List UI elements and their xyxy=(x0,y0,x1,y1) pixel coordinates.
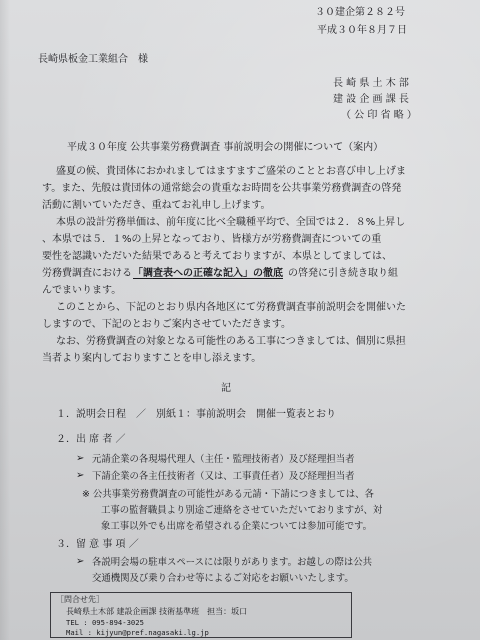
arrow-bullet: ➢ xyxy=(76,556,85,567)
body-line: 盛夏の候、貴団体におかれましてはますますご盛栄のこととお喜び申し上げま xyxy=(56,166,406,177)
document-title: 平成３０年度 公共事業労務費調査 事前説明会の開催について（案内） xyxy=(67,142,384,153)
seal-note: （ 公 印 省 略 ） xyxy=(341,110,417,121)
contact-organization: 長崎県土木部 建設企画課 技術基準班 担当：坂口 xyxy=(66,607,248,616)
body-line: なお、労務費調査の対象となる可能性のある工事につきましては、個別に県担 xyxy=(56,336,406,347)
body-line: 当者より案内しておりますことを申し添えます。 xyxy=(42,353,262,364)
attendee-prime: 元請企業の各現場代理人（主任・監理技術者）及び経理担当者 xyxy=(92,454,355,465)
sender-department: 長 崎 県 土 木 部 xyxy=(333,78,409,89)
parking-note: 交通機関及び乗り合わせ等によるご対応をお願いいたします。 xyxy=(92,573,354,584)
item-schedule: １．説明会日程 ／ 別紙１：事前説明会 開催一覧表とおり xyxy=(56,409,336,420)
sender-section: 建 設 企 画 課 長 xyxy=(333,94,409,105)
item-attendees-heading: ２．出 席 者 ／ xyxy=(56,434,126,445)
body-line: 活動に割いていただき、重ねてお礼申し上げます。 xyxy=(42,200,271,211)
attendee-sub: 下請企業の各主任技術者（又は、工事責任者）及び経理担当者 xyxy=(92,471,355,482)
body-line: 要性を認識いただいた結果であると考えておりますが、本県としてましては、 xyxy=(42,251,392,262)
body-line: 、本県では５．１%の上昇となっており、皆様方が労務費調査についての重 xyxy=(42,234,382,245)
arrow-bullet: ➢ xyxy=(76,453,85,464)
body-line-part: の啓発に引き続き取り組 xyxy=(288,268,398,279)
contact-heading: ［問合せ先］ xyxy=(56,595,104,604)
contact-email: Mail : kijyun@pref.nagasaki.lg.jp xyxy=(66,628,209,637)
body-line-part: 労務費調査における xyxy=(42,268,132,279)
contact-phone: TEL : 095-894-3025 xyxy=(66,618,144,627)
arrow-bullet: ➢ xyxy=(76,470,85,481)
item-notes-heading: ３．留 意 事 項 ／ xyxy=(56,539,139,550)
ki-heading: 記 xyxy=(221,383,231,394)
doc-number: ３０建企第２８２号 xyxy=(315,7,405,18)
body-line: このことから、下記のとおり県内各地区にて労務費調査事前説明会を開催いた xyxy=(56,302,406,313)
body-line: しますので、下記のとおりご案内させていただきます。 xyxy=(42,319,291,330)
parking-note: 各説明会場の駐車スペースには限りがあります。お越しの際は公共 xyxy=(92,557,373,568)
addressee: 長崎県板金工業組合 様 xyxy=(38,54,148,65)
emphasized-phrase: 「調査表への正確な記入」の徹底 xyxy=(133,268,283,279)
attendee-note: ※ 公共事業労務費調査の可能性がある元請・下請につきましては、各 xyxy=(82,489,374,500)
body-line: す。また、先般は貴団体の通常総会の貴重なお時間を公共事業労務費調査の啓発 xyxy=(42,183,402,194)
doc-date: 平成３０年８月７日 xyxy=(317,25,407,36)
body-line: んでまいります。 xyxy=(42,285,122,296)
body-line: 本県の設計労務単価は、前年度に比べ全職種平均で、全国では２．８%上昇し xyxy=(56,217,406,228)
page-shadow xyxy=(0,0,10,640)
attendee-note: 工事の監督職員より別途ご連絡をさせていただいておりますが、対 xyxy=(101,505,383,516)
attendee-note: 象工事以外でも出席を希望される企業については参加可能です。 xyxy=(101,521,372,532)
